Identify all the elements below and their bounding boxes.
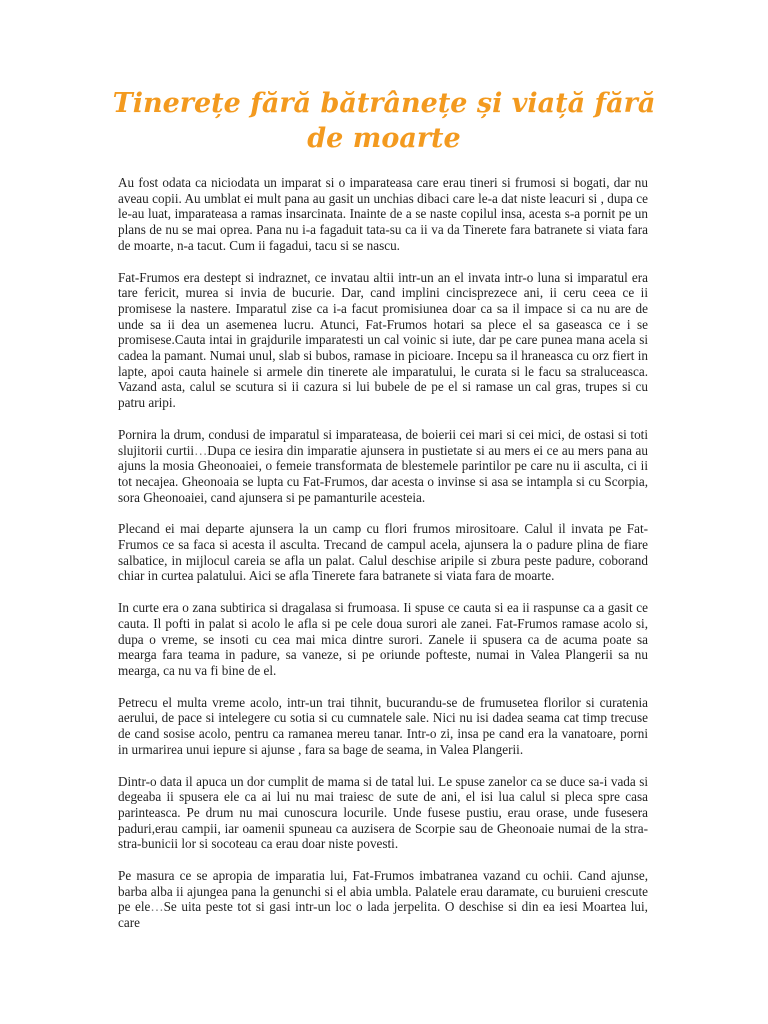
- title-line-1: Tinerețe fără bătrânețe și viață fără: [112, 88, 656, 119]
- document-body: [118, 175, 648, 947]
- ellipsis: …: [194, 442, 208, 458]
- paragraph: Au fost odata ca niciodata un imparat si o imparateasa care erau tineri si frumosi si bogati, dar nu aveau copii. Au umblat ei mult pana au gasit un unchias dibaci care le-a dat niste leacuri si , dupa ce le-au luat, imparateasa a ramas insarcinata. Inainte de a se naste copilul insa, acesta s-a pornit pe un plans de nu se mai oprea. Pana nu i-a fagaduit tata-su ca ii va da Tinerete fara batranete si viata fara de moarte, n-a tacut. Cum ii fagadui, tacu si se nascu.: [118, 175, 648, 253]
- title-line-2: de moarte: [307, 123, 461, 154]
- paragraph-text: Pornira la drum, condusi de imparatul si imparateasa, de boierii cei mari si cei mici, de ostasi si toti slujitorii curtii: [118, 426, 648, 458]
- paragraph: Dintr-o data il apuca un dor cumplit de mama si de tatal lui. Le spuse zanelor ca se duce sa-i vada si degeaba ii spusera ele ca ai lui nu mai traiesc de sute de ani, el isi lua calul si pleca spre casa parinteasca. Pe drum nu mai cunoscura locurile. Unde fusese pustiu, erau orase, unde fusesera paduri,erau campii, iar oamenii spuneau ca auzisera de Scorpie sau de Gheonoaie numai de la stra-stra-bunicii lor si socoteau ca erau doar niste povesti.: [118, 773, 648, 852]
- paragraph-text: Dupa ce iesira din imparatie ajunsera in pustietate si au mers ei ce au mers pana au ajuns la mosia Gheonoaiei, o femeie transformata de blestemele parintilor pe care nu ii asculta, ci ii tot necajea. Gheonoaia se lupta cu Fat-Frumos, dar acesta o invinse si asa se intampla si cu Scorpia, sora Gheonoaiei, cand ajunsera si pe pamanturile acesteia.: [118, 442, 648, 505]
- paragraph-text: Se uita peste tot si gasi intr-un loc o lada jerpelita. O deschise si din ea iesi Moartea lui, care: [118, 899, 648, 931]
- paragraph-text: Pe masura ce se apropia de imparatia lui, Fat-Frumos imbatranea vazand cu ochii. Cand ajunse, barba alba ii ajungea pana la genunchi si el abia umbla. Palatele erau daramate, cu buruieni crescute pe ele: [118, 868, 648, 915]
- ellipsis: …: [150, 899, 164, 915]
- paragraph: Plecand ei mai departe ajunsera la un camp cu flori frumos mirositoare. Calul il invata pe Fat-Frumos ce sa faca si acesta il asculta. Trecand de campul acela, ajunsera la o padure plina de fiare salbatice, in mijlocul careia se afla un palat. Calul deschise aripile si zbura peste padure, coborand chiar in curtea palatului. Aici se afla Tinerete fara batranete si viata fara de moarte.: [118, 521, 648, 584]
- paragraph: [118, 427, 648, 506]
- paragraph: Petrecu el multa vreme acolo, intr-un trai tihnit, bucurandu-se de frumusetea florilor si curatenia aerului, de pace si intelegere cu sotia si cu cumnatele sale. Nici nu isi dadea seama cat timp trecuse de cand sosise acolo, pentru ca ramanea mereu tanar. Intr-o zi, insa pe cand era la vanatoare, porni in urmarirea unui iepure si ajunse , fara sa bage de seama, in Valea Plangerii.: [118, 694, 648, 757]
- paragraph: In curte era o zana subtirica si dragalasa si frumoasa. Ii spuse ce cauta si ea ii raspunse ca a gasit ce cauta. Il pofti in palat si acolo le afla si pe cele doua surori ale zanei. Fat-Frumos ramase acolo si, dupa o vreme, se insoti cu cea mai mica dintre surori. Zanele ii spusera ca de acuma poate sa mearga fara teama in padure, sa vaneze, si pe oriunde pofteste, numai in Valea Plangerii sa nu mearga, ca nu va fi bine de el.: [118, 600, 648, 678]
- page-title: [80, 86, 688, 156]
- paragraph: Fat-Frumos era destept si indraznet, ce invatau altii intr-un an el invata intr-o luna si imparatul era tare fericit, murea si invia de bucurie. Dar, cand implini cincisprezece ani, ii ceru ceea ce ii promisese la nastere. Imparatul zise ca i-a facut promisiunea doar ca sa il impace si ca nu are de unde sa ii dea un asemenea lucru. Atunci, Fat-Frumos hotari sa plece el sa gaseasca ce i se promisese.Cauta intai in grajdurile imparatesti un cal voinic si iute, dar pe care punea mana acela si cadea la pamant. Numai unul, slab si bubos, ramase in picioare. Incepu sa il hraneasca cu orz fiert in lapte, apoi cauta hainele si armele din tinerete ale imparatului, le curata si le facu sa straluceasca. Vazand asta, calul se scutura si ii cazura si lui bubele de pe el si ramase un cal gras, trupes si cu patru aripi.: [118, 269, 648, 411]
- paragraph: [118, 868, 648, 931]
